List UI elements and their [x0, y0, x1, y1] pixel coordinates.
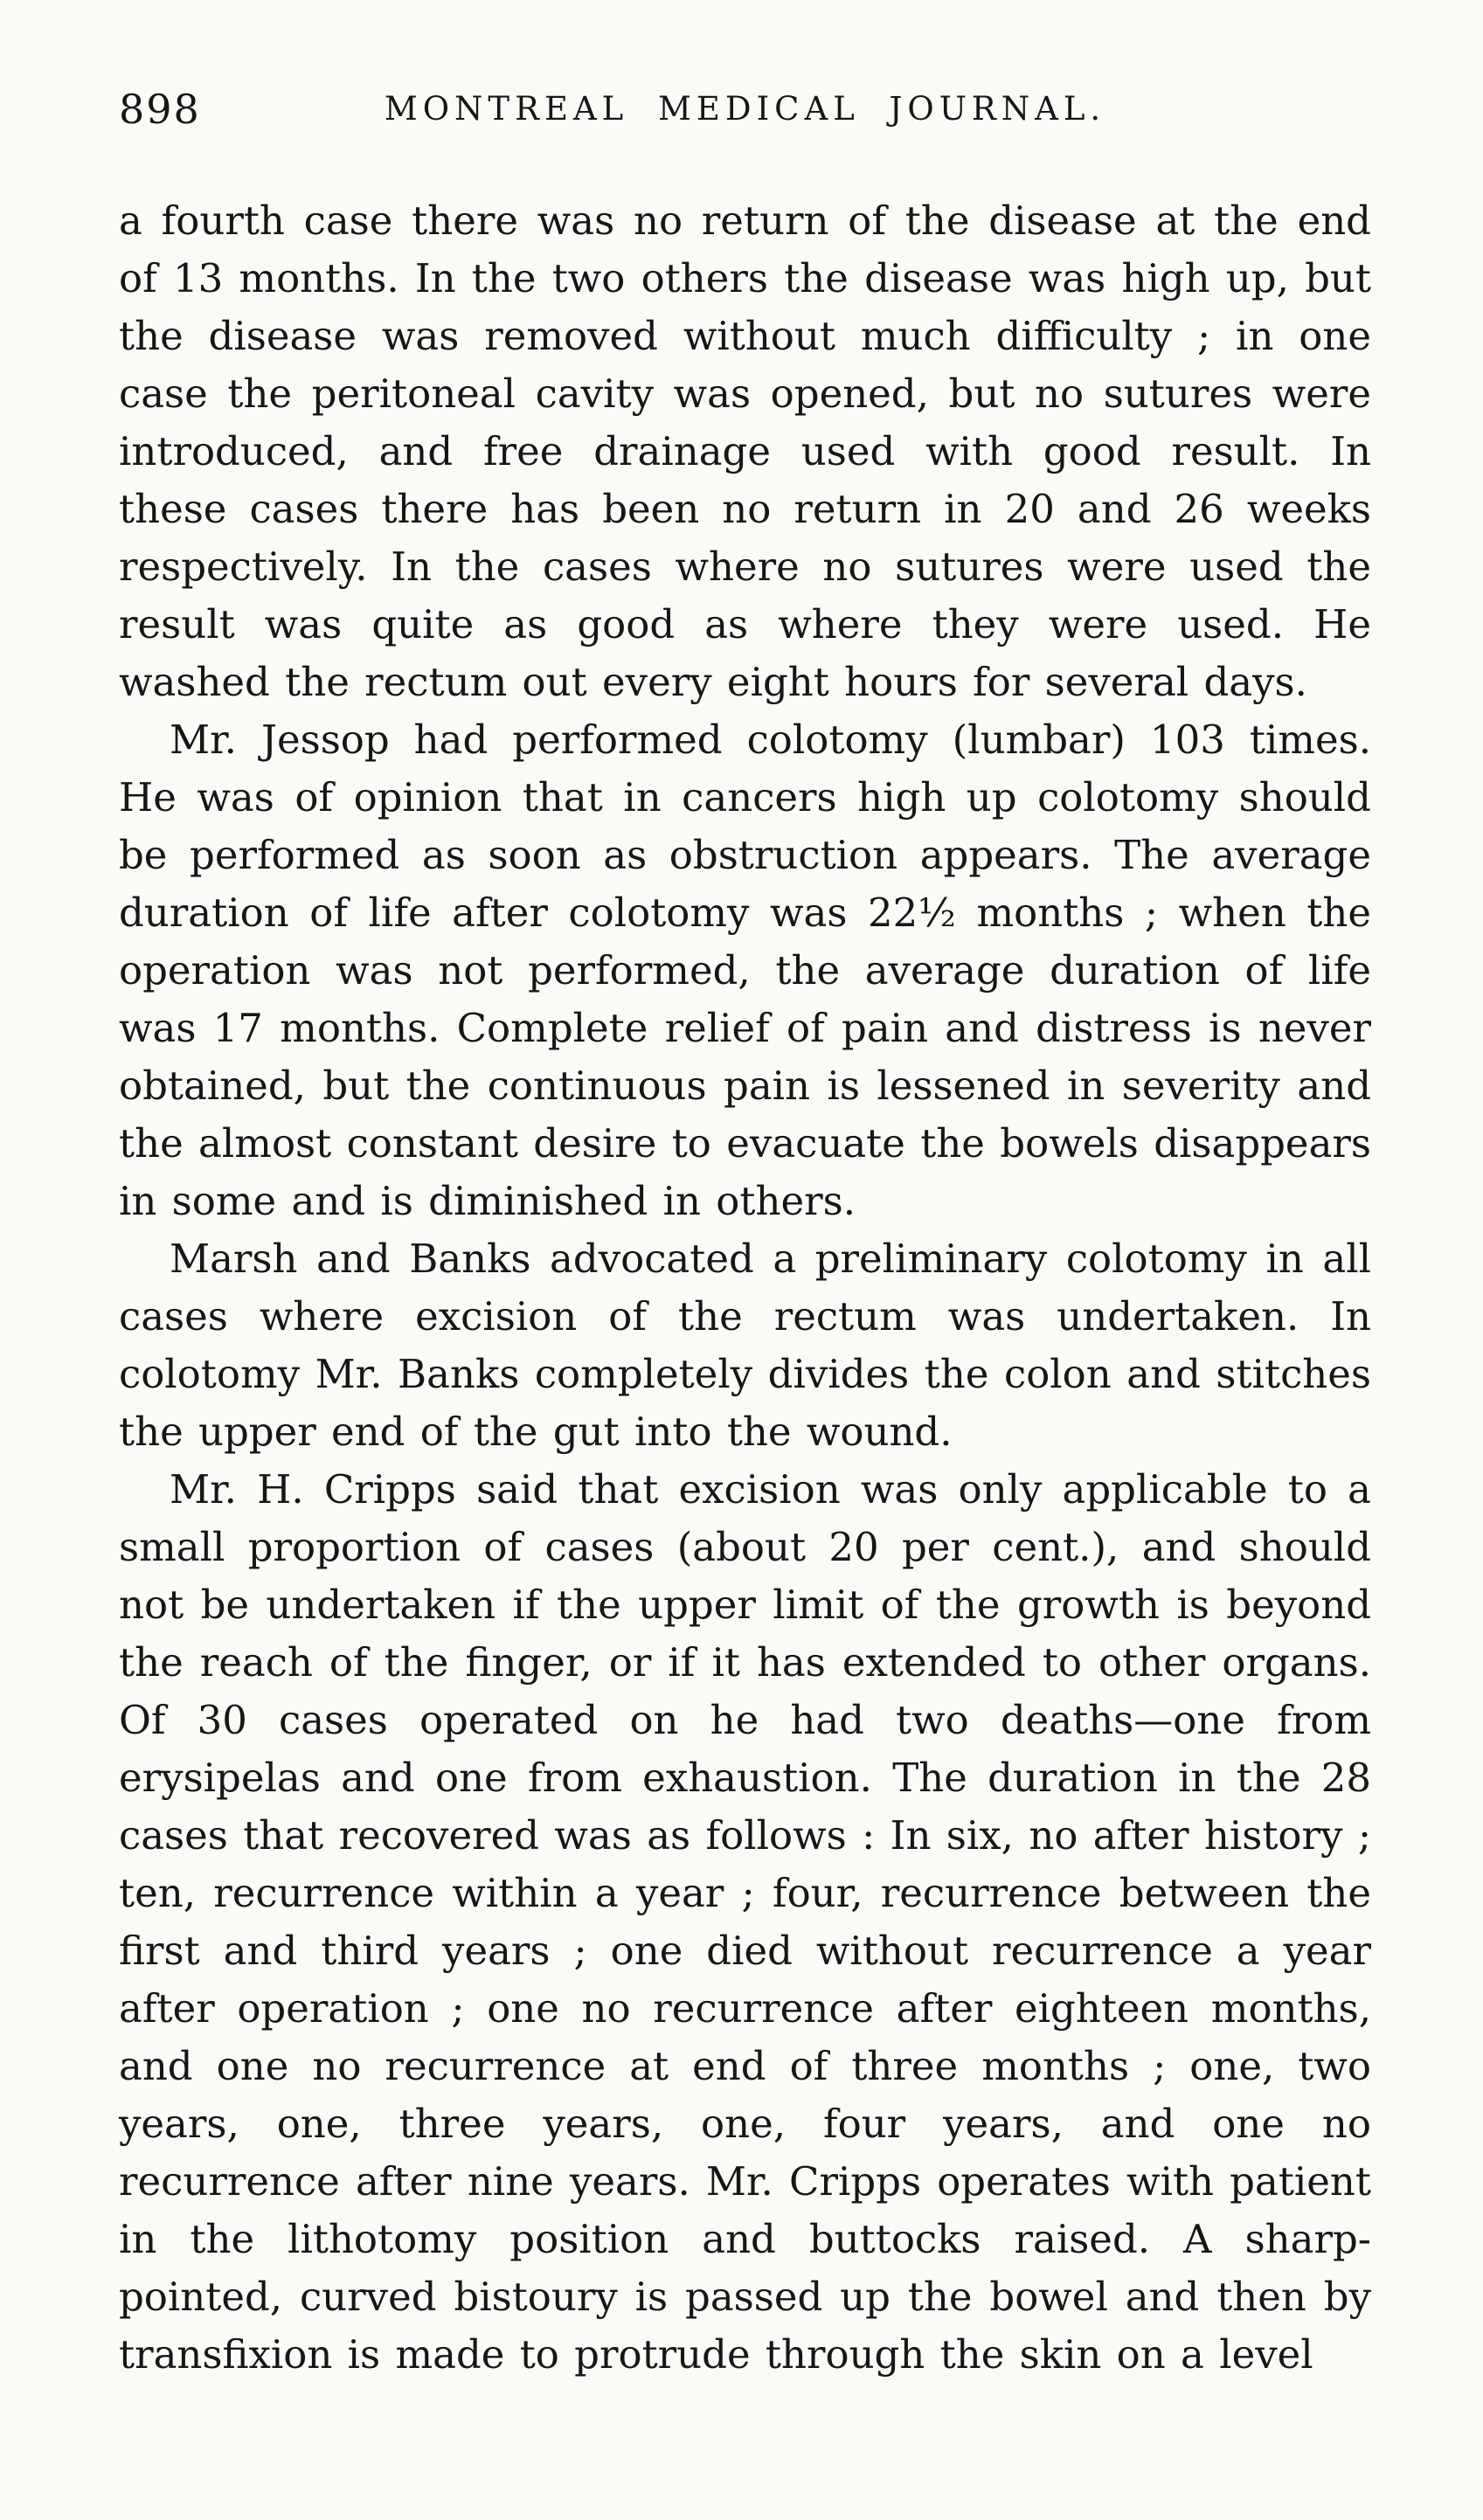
journal-title: MONTREAL MEDICAL JOURNAL. [384, 90, 1106, 128]
paragraph: Marsh and Banks advocated a preliminary colotomy in all cases where excision of the rectum was undertaken. In colotomy Mr. Banks completely divides the colon and stitches the upper end of the gut into the wound. [119, 1236, 1371, 1455]
paragraph: Mr. Jessop had performed colotomy (lumbar) 103 times. He was of opinion that in cancers high up colotomy should be performed as soon as obstruction appears. The average duration of life after colotomy was 22½ months ; when the operation was not performed, the average duration of life was 17 months. Complete relief of pain and distress is never obtained, but the continuous pain is lessened in severity and the almost constant desire to evacuate the bowels disappears in some and is diminished in others. [119, 717, 1371, 1224]
page-number: 898 [119, 86, 201, 133]
paragraph: Mr. H. Cripps said that excision was only applicable to a small proportion of cases (about 20 per cent.), and should not be undertaken if the upper limit of the growth is beyond the reach of the finger, or if it has extended to other organs. Of 30 cases operated on he had two deaths—one from erysipelas and one from exhaustion. The duration in the 28 cases that recovered was as follows : In six, no after history ; ten, recurrence within a year ; four, recurrence between the first and third years ; one died without recurrence a year after operation ; one no recurrence after eighteen months, and one no recurrence at end of three months ; one, two years, one, three years, one, four years, and one no recurrence after nine years. Mr. Cripps operates with patient in the lithotomy position and buttocks raised. A sharp-pointed, curved bistoury is passed up the bowel and then by transfixion is made to protrude through the skin on a level [119, 1466, 1371, 2378]
page-body [119, 192, 1371, 2384]
paragraph: a fourth case there was no return of the disease at the end of 13 months. In the two others the disease was high up, but the disease was removed without much difficulty ; in one case the peritoneal cavity was opened, but no sutures were introduced, and free drainage used with good result. In these cases there has been no return in 20 and 26 weeks respectively. In the cases where no sutures were used the result was quite as good as where they were used. He washed the rectum out every eight hours for several days. [119, 197, 1371, 705]
page-header [119, 86, 1371, 142]
